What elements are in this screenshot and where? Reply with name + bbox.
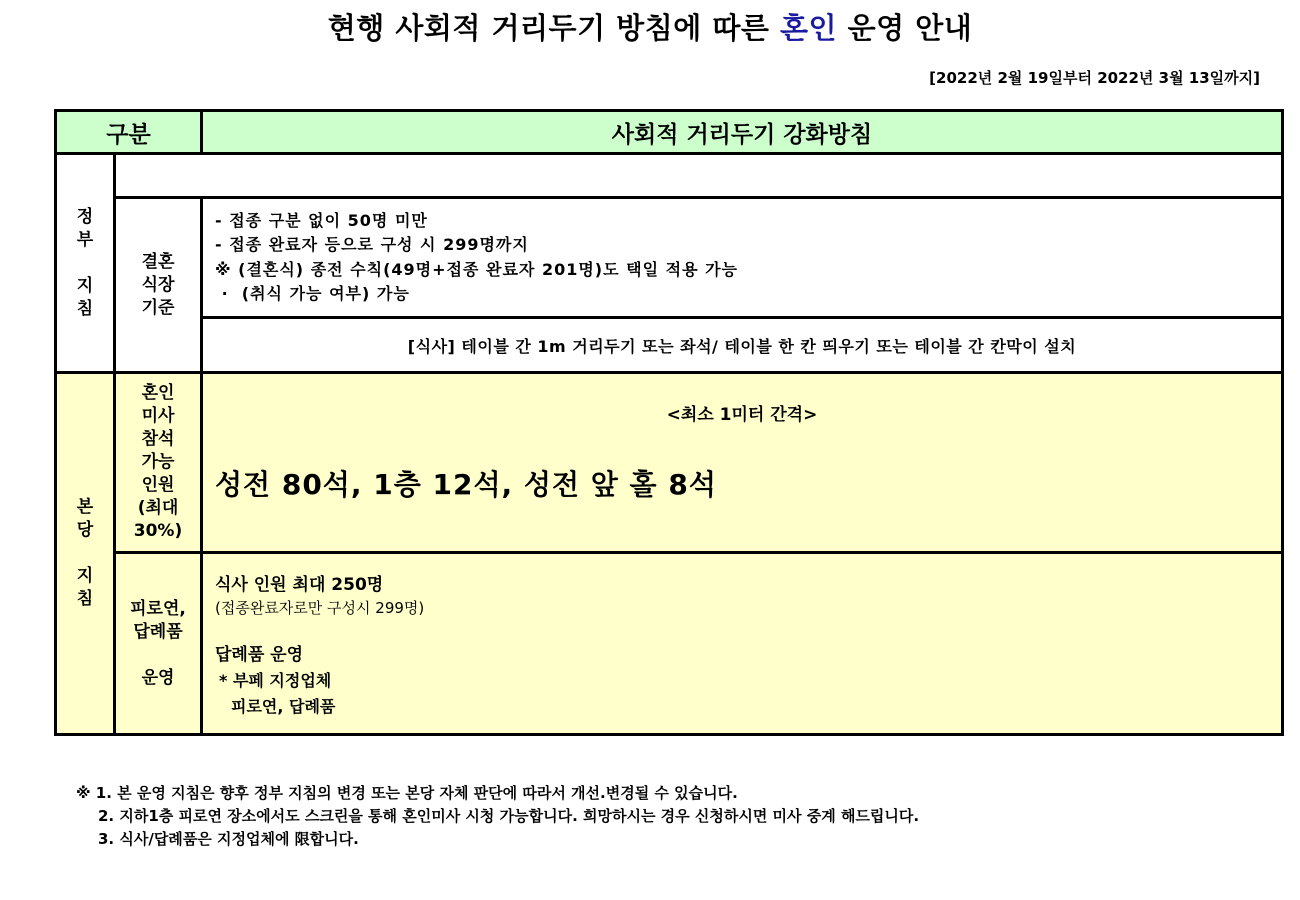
mass-label-line: 미사 [141, 406, 175, 426]
footnotes [76, 782, 919, 851]
gov-label-char: 지 [76, 275, 94, 296]
reception-label-line: 답례품 [133, 621, 183, 642]
mass-capacity-label [115, 373, 202, 553]
wedding-rule: ※ (결혼식) 종전 수칙(49명+접종 완료자 201명)도 택일 적용 가능 [215, 259, 739, 279]
seat-capacity: 성전 80석, 1층 12석, 성전 앞 홀 8석 [215, 468, 717, 501]
title-suffix: 운영 안내 [836, 11, 973, 45]
reception-label-spacer [116, 644, 200, 667]
reception-items: 피로연, 답례품 [231, 697, 336, 716]
church-label-char: 지 [76, 566, 94, 586]
church-mass-row [56, 373, 1283, 553]
gov-meal-row [56, 318, 1283, 373]
reception-label-line: 피로연, [130, 598, 186, 619]
page-title [0, 6, 1300, 47]
reception-label-line: 운영 [141, 667, 175, 688]
church-label [56, 373, 115, 735]
reception-label [115, 553, 202, 735]
gov-label-char: 침 [76, 298, 94, 319]
church-reception-row [56, 553, 1283, 735]
wedding-label-line: 기준 [141, 297, 175, 318]
government-label [56, 154, 115, 373]
mass-label-line: 혼인 [141, 383, 175, 403]
reception-vaccinated-limit: (접종완료자로만 구성시 299명) [215, 599, 425, 617]
footnote-3: 3. 식사/답례품은 지정업체에 限합니다. [98, 830, 359, 848]
gov-label-char: 정 [76, 206, 94, 227]
wedding-venue-label [115, 198, 202, 373]
meal-rule: [식사] 테이블 간 1m 거리두기 또는 좌석/ 테이블 한 칸 띄우기 또는 테이블 간 칸막이 설치 [202, 318, 1283, 373]
policy-table [54, 109, 1281, 733]
reception-buffet-vendor: * 부페 지정업체 [219, 671, 332, 690]
footnote-2: 2. 지하1층 피로연 장소에서도 스크린을 통해 혼인미사 시청 가능합니다. 희망하시는 경우 신청하시면 미사 중계 해드립니다. [98, 807, 920, 825]
header-category: 구분 [56, 111, 202, 154]
period-range: [2022년 2월 19일부터 2022년 3월 13일까지] [929, 69, 1260, 87]
gov-empty-row [56, 154, 1283, 198]
reception-meal-limit: 식사 인원 최대 250명 [215, 575, 384, 595]
footnote-1: ※ 1. 본 운영 지침은 향후 정부 지침의 변경 또는 본당 자체 판단에 따라서 개선.변경될 수 있습니다. [76, 784, 738, 802]
mass-label-line: 인원 [141, 475, 175, 495]
wedding-rule: - 접종 완료자 등으로 구성 시 299명까지 [215, 235, 529, 254]
gov-label-spacer [57, 252, 113, 275]
table-header-row [56, 111, 1283, 154]
mass-label-line: 가능 [141, 452, 175, 472]
title-prefix: 현행 사회적 거리두기 방침에 따른 [327, 11, 780, 45]
title-highlight: 혼인 [779, 11, 837, 45]
reception-cell [202, 553, 1283, 735]
wedding-label-line: 결혼 [141, 251, 175, 272]
gov-empty-cell [115, 154, 1283, 198]
wedding-label-line: 식장 [141, 274, 175, 295]
seat-spacing-note: <최소 1미터 간격> [666, 405, 818, 425]
church-label-char: 당 [76, 520, 94, 540]
reception-gift-heading: 답례품 운영 [215, 645, 304, 665]
wedding-rule: · (취식 가능 여부) 가능 [215, 284, 410, 303]
church-label-spacer [57, 542, 113, 565]
header-policy: 사회적 거리두기 강화방침 [202, 111, 1283, 154]
gov-label-char: 부 [76, 229, 94, 250]
church-label-char: 본 [76, 497, 94, 517]
mass-label-line: (최대 [137, 498, 179, 518]
seat-cell [202, 373, 1283, 553]
wedding-rules-cell [202, 198, 1283, 318]
church-label-char: 침 [76, 589, 94, 609]
wedding-rule: - 접종 구분 없이 50명 미만 [215, 210, 428, 230]
gov-wedding-row [56, 198, 1283, 318]
mass-label-line: 30%) [133, 521, 183, 541]
mass-label-line: 참석 [141, 429, 175, 449]
